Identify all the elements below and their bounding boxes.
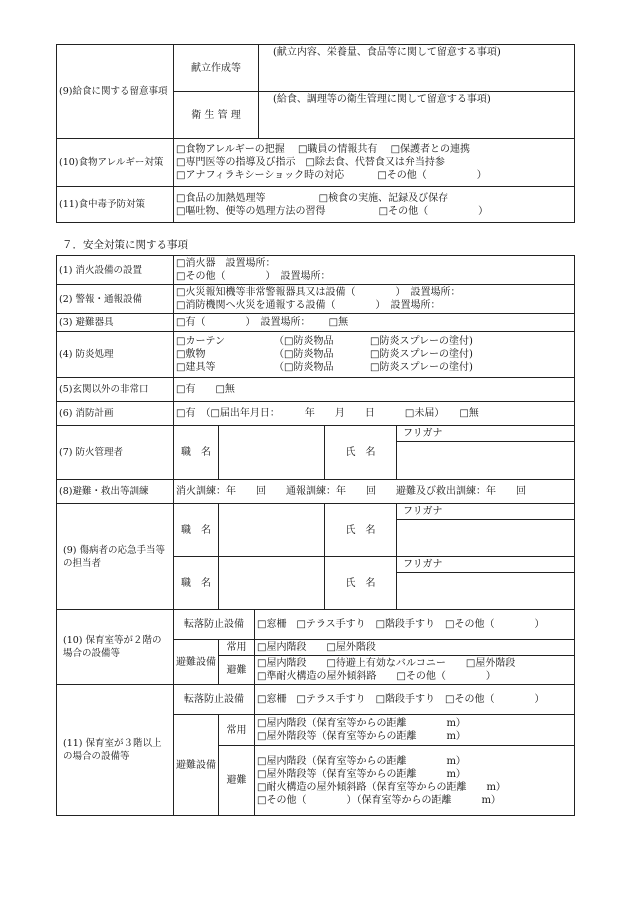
- r4-row: [176, 348, 572, 361]
- row9-label: (9)給食に関する留意事項: [57, 45, 174, 139]
- r11-label: (11) 保育室が３階以上の場合の設備等: [57, 685, 174, 816]
- r9-post-value-2[interactable]: [219, 557, 325, 610]
- r10-escape-line: □屋内階段 □待避上有効なバルコニー □屋外階段: [257, 658, 516, 669]
- r4-item: （□防炎物品: [274, 336, 334, 347]
- r7-post-label: 職 名: [174, 426, 219, 480]
- row11-line: □食品の加熱処理等 □検食の実施、記録及び保存: [176, 192, 449, 204]
- r2-line: □消防機関へ火災を通報する設備（ ） 設置場所：: [176, 300, 441, 311]
- hygiene-note: (給食、調理等の衛生管理に関して留意する事項): [259, 92, 575, 139]
- r4-item: □敷物: [176, 349, 206, 360]
- r3-text: □有（ ） 設置場所： □無: [174, 314, 575, 332]
- r4-item: □カーテン: [176, 336, 225, 347]
- form-page: [56, 44, 574, 816]
- r10-escape-line: □準耐火構造の屋外傾斜路 □その他（ ）: [257, 671, 496, 682]
- r11-escape-label: 避難: [219, 746, 255, 816]
- r9-post-label-2: 職 名: [174, 557, 219, 610]
- r5-text: □有 □無: [174, 378, 575, 402]
- r4-row: [176, 361, 572, 374]
- r11-escape-line: □屋内階段（保育室等からの距離 m）: [257, 755, 466, 767]
- r9-name-value-2[interactable]: [397, 573, 575, 610]
- r11-regular-line: □屋外階段等（保育室等からの距離 m）: [257, 731, 466, 742]
- r4-options: [174, 332, 575, 378]
- r10-fall-label: 転落防止設備: [174, 610, 255, 640]
- r9-name-label: 氏 名: [325, 504, 397, 557]
- r7-post-value[interactable]: [219, 426, 325, 480]
- r7-label: (7) 防火管理者: [57, 426, 174, 480]
- r9-label: (9) 傷病者の応急手当等の担当者: [57, 504, 174, 610]
- r2-line: □火災報知機等非常警報器具又は設備（ ） 設置場所：: [176, 287, 461, 298]
- r10-escape-options: [255, 656, 575, 685]
- r10-regular-label: 常用: [219, 640, 255, 656]
- r10-fall-text: □窓柵 □テラス手すり □階段手すり □その他（ ）: [255, 610, 575, 640]
- r1-line: □その他（ ） 設置場所：: [176, 271, 331, 282]
- row10-label: (10)食物アレルギー対策: [57, 139, 174, 187]
- r8-label: (8)避難・救出等訓練: [57, 480, 174, 504]
- section7-title: ７．安全対策に関する事項: [62, 239, 188, 251]
- r4-item: □防炎スプレーの塗付): [370, 336, 473, 347]
- r9-name-value[interactable]: [397, 520, 575, 557]
- r11-evac-label: 避難設備: [174, 715, 219, 816]
- r3-label: (3) 避難器具: [57, 314, 174, 332]
- r9-post-value[interactable]: [219, 504, 325, 557]
- r1-line: □消火器 設置場所：: [176, 258, 276, 269]
- r11-escape-line: □屋外階段等（保育室等からの距離 m）: [257, 768, 466, 780]
- r8-text: 消火訓練：年 回 通報訓練：年 回 避難及び救出訓練：年 回: [174, 480, 575, 504]
- r9-furigana: フリガナ: [397, 504, 575, 520]
- row10-line: □アナフィラキシーショック時の対応 □その他（ ）: [176, 170, 487, 181]
- menu-note: (献立内容、栄養量、食品等に関して留意する事項): [259, 45, 575, 92]
- r4-item: （□防炎物品: [274, 349, 334, 360]
- r11-regular-options: [255, 715, 575, 746]
- r4-item: □建具等: [176, 362, 216, 373]
- row11-options: [174, 187, 575, 223]
- r11-regular-label: 常用: [219, 715, 255, 746]
- hygiene-label: 衛 生 管 理: [174, 92, 259, 139]
- r4-label: (4) 防炎処理: [57, 332, 174, 378]
- r7-name-label: 氏 名: [325, 426, 397, 480]
- r6-label: (6) 消防計画: [57, 402, 174, 426]
- r4-row: [176, 335, 572, 348]
- row10-line: □食物アレルギーの把握 □職員の情報共有 □保護者との連携: [176, 144, 471, 155]
- r7-furigana: フリガナ: [397, 426, 575, 442]
- r9-furigana-2: フリガナ: [397, 557, 575, 573]
- r10-regular-text: □屋内階段 □屋外階段: [255, 640, 575, 656]
- row11-line: □嘔吐物、便等の処理方法の習得 □その他（ ）: [176, 205, 489, 217]
- r1-options: [174, 256, 575, 285]
- r11-escape-line: □耐火構造の屋外傾斜路（保育室等からの距離 m）: [257, 781, 506, 793]
- menu-label: 献立作成等: [174, 45, 259, 92]
- r11-escape-line: □その他（ ）（保育室等からの距離 m）: [257, 794, 501, 806]
- r9-post-label: 職 名: [174, 504, 219, 557]
- r2-label: (2) 警報・通報設備: [57, 285, 174, 314]
- r11-regular-line: □屋内階段（保育室等からの距離 m）: [257, 718, 466, 729]
- row10-line: □専門医等の指導及び指示 □除去食、代替食又は弁当持参: [176, 157, 445, 168]
- r2-options: [174, 285, 575, 314]
- r10-label: (10) 保育室等が２階の場合の設備等: [57, 610, 174, 685]
- row11-label: (11)食中毒予防対策: [57, 187, 174, 223]
- r4-item: （□防炎物品: [274, 362, 334, 373]
- r5-label: (5)玄関以外の非常口: [57, 378, 174, 402]
- r4-item: □防炎スプレーの塗付): [370, 349, 473, 360]
- r11-escape-options: [255, 746, 575, 816]
- r10-evac-label: 避難設備: [174, 640, 219, 685]
- r11-fall-text: □窓柵 □テラス手すり □階段手すり □その他（ ）: [255, 685, 575, 715]
- r11-fall-label: 転落防止設備: [174, 685, 255, 715]
- r6-text: □有 （□届出年月日： 年 月 日 □未届） □無: [174, 402, 575, 426]
- r1-label: (1) 消火設備の設置: [57, 256, 174, 285]
- meal-table: [56, 44, 575, 223]
- r9-name-label-2: 氏 名: [325, 557, 397, 610]
- r4-item: □防炎スプレーの塗付): [370, 362, 473, 373]
- r7-name-value[interactable]: [397, 442, 575, 480]
- safety-table: [56, 255, 575, 816]
- r10-escape-label: 避難: [219, 656, 255, 685]
- row10-options: [174, 139, 575, 187]
